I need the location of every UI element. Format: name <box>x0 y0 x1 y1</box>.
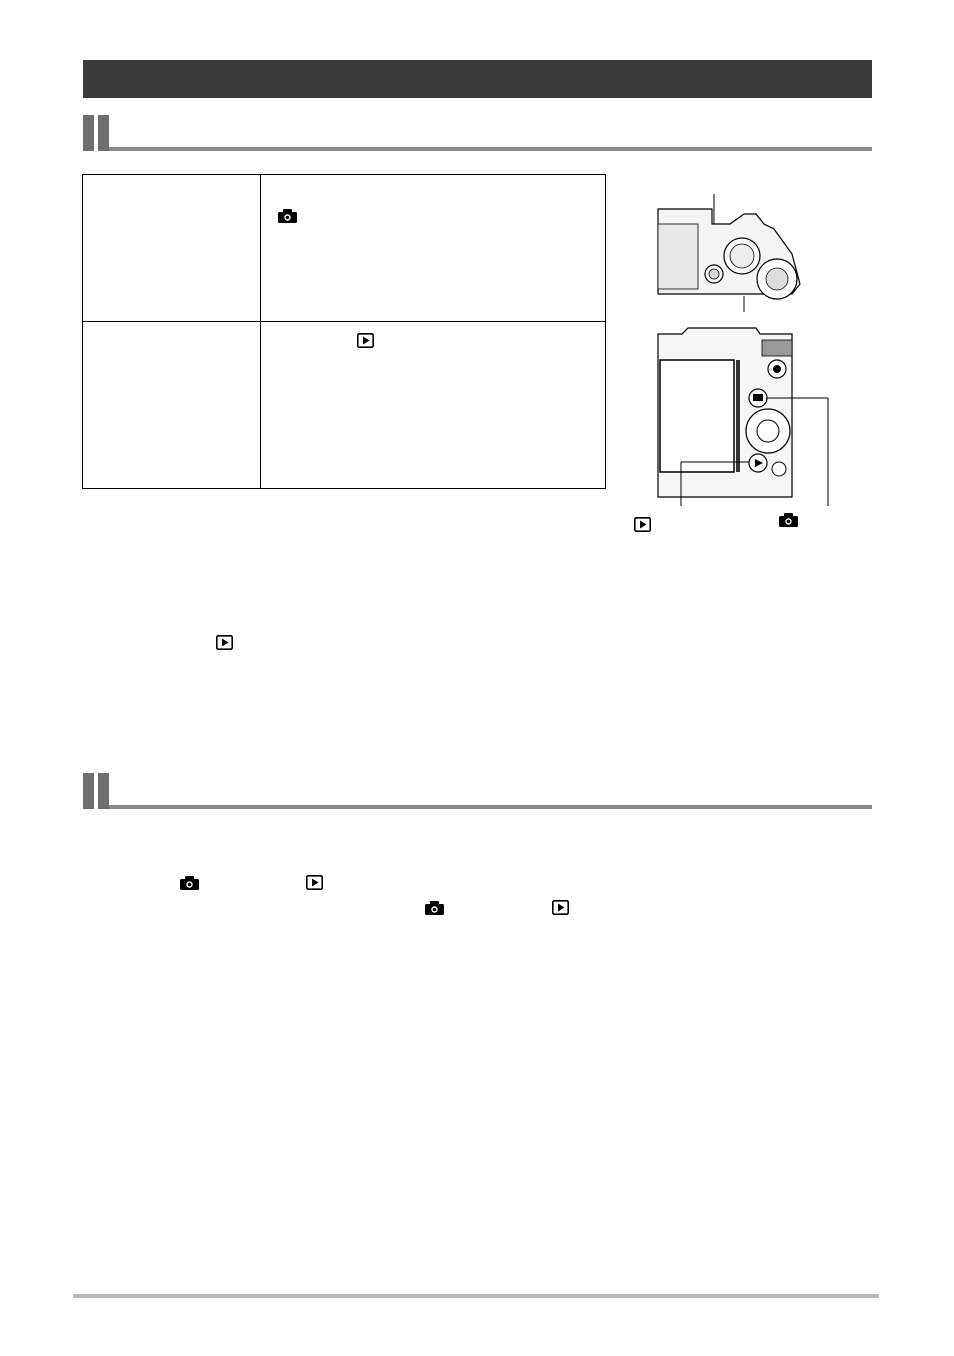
play-icon <box>552 900 569 915</box>
page-banner <box>83 60 872 98</box>
play-icon <box>216 635 233 650</box>
mode-table <box>82 174 606 489</box>
section-marker <box>98 773 109 809</box>
camera-icon <box>180 876 199 890</box>
play-button-callout-icon <box>634 517 651 532</box>
section-marker <box>98 115 109 151</box>
camera-top-illustration <box>652 184 802 314</box>
table-row-divider <box>83 321 605 322</box>
camera-icon <box>278 209 297 223</box>
section-header-1 <box>83 115 872 151</box>
play-icon <box>357 333 374 348</box>
footer-rule <box>73 1294 879 1298</box>
section-header-2 <box>83 773 872 809</box>
camera-icon <box>425 901 444 915</box>
table-column-divider <box>260 175 261 488</box>
camera-button-callout-icon <box>779 513 798 527</box>
play-icon <box>306 875 323 890</box>
section-marker <box>83 115 94 151</box>
camera-back-illustration <box>652 322 832 507</box>
section-rule <box>109 805 872 809</box>
section-marker <box>83 773 94 809</box>
section-rule <box>109 147 872 151</box>
